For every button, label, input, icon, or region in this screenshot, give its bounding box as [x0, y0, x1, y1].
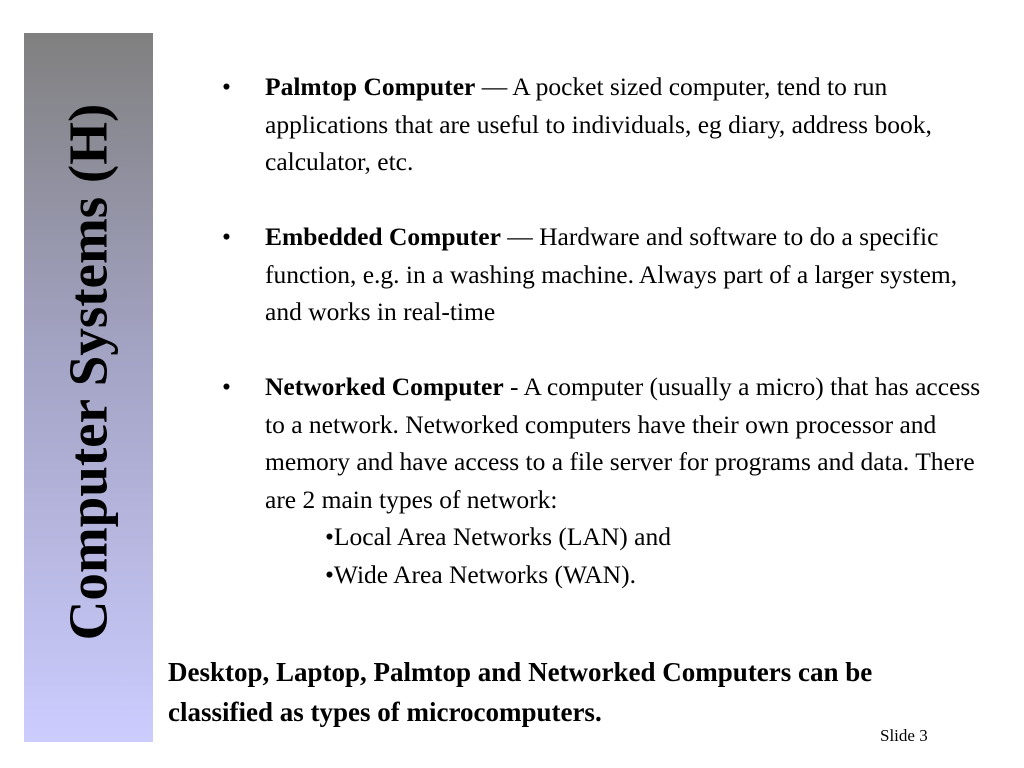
bullet-list: [222, 68, 982, 593]
bullet-mark: •: [222, 372, 231, 401]
bullet-title: Embedded Computer: [265, 222, 501, 251]
sub-item-wan: •Wide Area Networks (WAN).: [325, 559, 636, 589]
sub-item-lan: •Local Area Networks (LAN) and: [325, 522, 671, 551]
bullet-embedded-computer: [222, 218, 982, 331]
bullet-text: — A pocket sized computer, tend to run applications that are useful to individuals, eg diary, address book, calculator, etc.: [265, 72, 932, 176]
slide-number: Slide 3: [880, 726, 928, 745]
bullet-mark: •: [222, 222, 231, 251]
bullet-text: - A computer (usually a micro) that has access to a network. Networked computers have their own processor and memory and have access to a file server for programs and data. There are 2 main types of network:: [265, 372, 981, 514]
bullet-palmtop-computer: [222, 68, 982, 181]
bullet-mark: •: [222, 72, 231, 101]
bullet-title: Networked Computer: [265, 372, 504, 401]
network-types-list: [265, 518, 982, 593]
slide-side-title: Computer Systems (H): [57, 103, 119, 641]
bullet-title: Palmtop Computer: [265, 72, 476, 101]
conclusion-text: Desktop, Laptop, Palmtop and Networked Computers can be classified as types of microcomputers.: [168, 657, 873, 727]
bullet-text: — Hardware and software to do a specific function, e.g. in a washing machine. Always part of a larger system, and works in real-time: [265, 222, 958, 326]
bullet-networked-computer: [222, 368, 982, 593]
